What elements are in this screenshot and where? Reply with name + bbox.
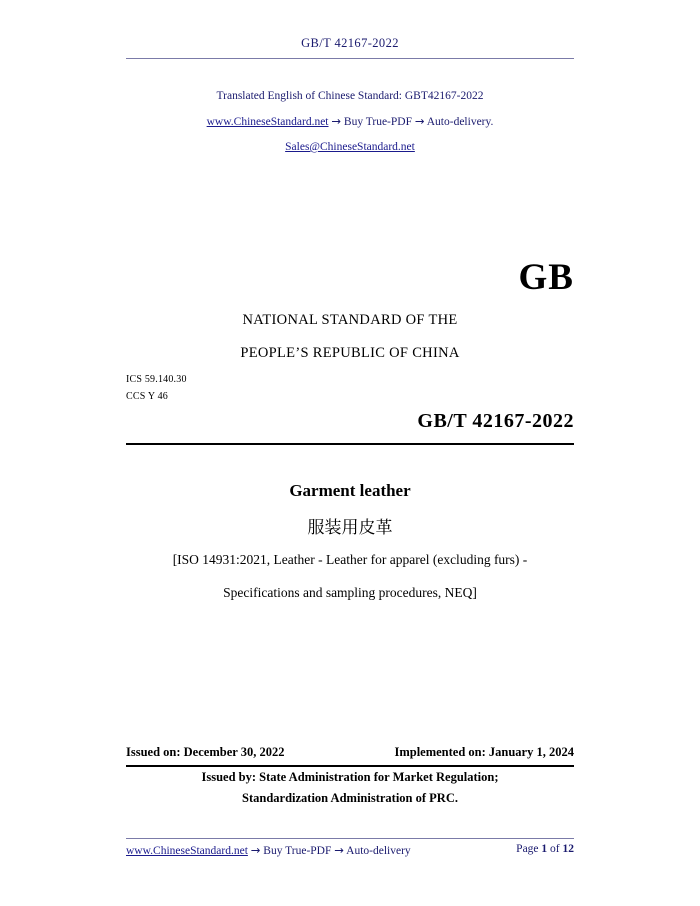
promo-purchase-line: www.ChineseStandard.net → Buy True-PDF → Auto-delivery. — [206, 114, 494, 128]
promo-block — [126, 84, 574, 160]
footer-page-total: 12 — [562, 843, 574, 855]
classification-block — [126, 371, 187, 405]
issued-on-date: Issued on: December 30, 2022 — [126, 745, 285, 759]
issuing-authority-line-1: Issued by: State Administration for Market Regulation; — [201, 770, 499, 784]
iso-reference-line-1: [ISO 14931:2021, Leather - Leather for apparel (excluding furs) - — [172, 552, 528, 567]
document-title-english: Garment leather — [289, 481, 411, 500]
issue-divider — [126, 765, 574, 767]
gb-emblem-text: GB — [518, 257, 574, 298]
iso-reference-line-2: Specifications and sampling procedures, NEQ] — [223, 585, 477, 600]
header-divider — [126, 58, 574, 59]
standard-number: GB/T 42167-2022 — [417, 410, 574, 432]
promo-email-link[interactable]: Sales@ChineseStandard.net — [285, 141, 415, 153]
national-standard-line-1: NATIONAL STANDARD OF THE — [242, 312, 458, 328]
ccs-code: CCS Y 46 — [126, 391, 168, 402]
footer-of-label: of — [550, 843, 560, 855]
issuing-authority-line-2: Standardization Administration of PRC. — [242, 791, 458, 805]
implemented-on-date: Implemented on: January 1, 2024 — [394, 745, 574, 759]
footer-buy-label: Buy True-PDF — [263, 845, 332, 857]
promo-email-line — [126, 135, 574, 160]
ics-code: ICS 59.140.30 — [126, 374, 187, 385]
page-content — [126, 0, 574, 906]
footer-divider — [126, 838, 574, 839]
footer-delivery-label: Auto-delivery — [346, 845, 411, 857]
document-title-chinese: 服装用皮革 — [307, 518, 393, 538]
footer-website-link[interactable]: www.ChineseStandard.net — [126, 845, 248, 857]
footer-page-label: Page — [516, 843, 539, 855]
promo-buy-label: Buy True-PDF — [343, 116, 412, 128]
promo-translation-note: Translated English of Chinese Standard: GBT42167-2022 — [216, 90, 484, 102]
footer-pagination — [516, 843, 574, 855]
national-standard-line-2: PEOPLE’S REPUBLIC OF CHINA — [240, 345, 460, 361]
promo-website-link[interactable]: www.ChineseStandard.net — [206, 116, 329, 128]
footer-page-number: 1 — [541, 843, 548, 855]
standard-number-divider — [126, 443, 574, 445]
footer-left: www.ChineseStandard.net → Buy True-PDF → Auto-delivery — [126, 843, 411, 857]
page-header-code: GB/T 42167-2022 — [301, 36, 399, 50]
promo-delivery-label: Auto-delivery. — [426, 116, 494, 128]
